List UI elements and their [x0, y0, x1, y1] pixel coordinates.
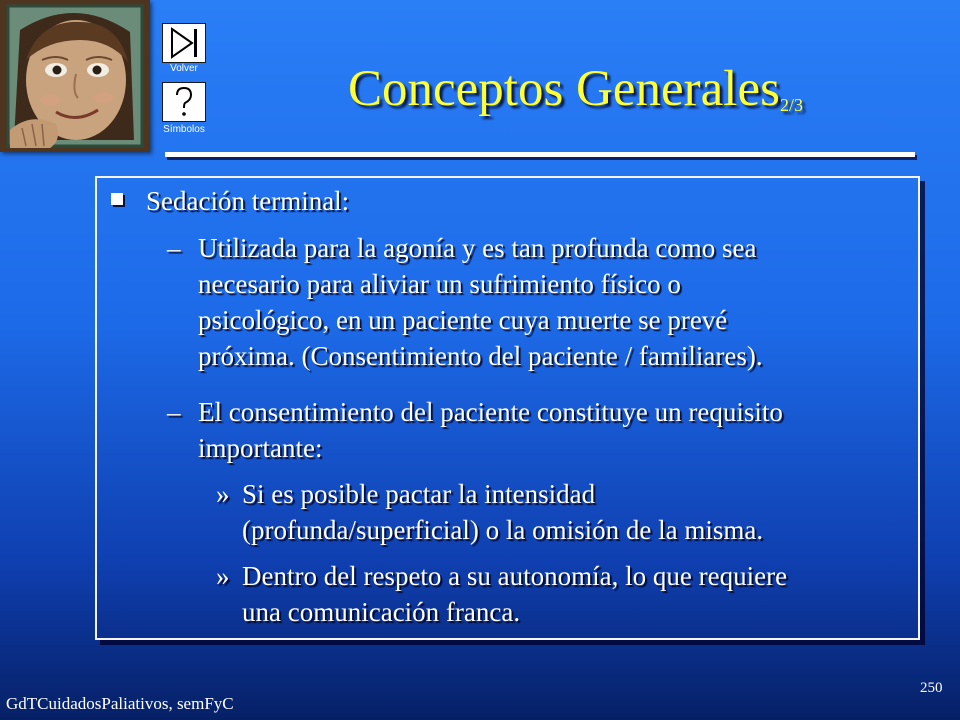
back-button[interactable] — [162, 23, 206, 63]
sub-item-line: Utilizada para la agonía y es tan profunda como sea — [198, 233, 757, 263]
sub-sub-item-marker: » — [216, 479, 230, 509]
page-title-text: Conceptos Generales — [348, 61, 780, 117]
page-title-fraction: 2/3 — [779, 95, 803, 115]
title-underline — [165, 152, 915, 157]
sub-sub-item-marker: » — [216, 561, 230, 591]
sub-item-line: necesario para aliviar un sufrimiento físico o — [198, 269, 681, 299]
page-number: 250 — [920, 680, 943, 696]
sub-item-marker: – — [167, 233, 181, 263]
page-title — [348, 60, 803, 118]
sub-sub-item-line: (profunda/superficial) o la omisión de la misma. — [242, 515, 764, 545]
sub-sub-item-line: Dentro del respeto a su autonomía, lo que requiere — [242, 561, 788, 591]
play-end-icon — [163, 24, 205, 62]
symbols-button-label: Símbolos — [163, 124, 205, 135]
footer-credit: GdTCuidadosPaliativos, semFyC — [6, 694, 234, 713]
sub-sub-item-line: Si es posible pactar la intensidad — [242, 479, 596, 509]
sub-item-line: El consentimiento del paciente constituye un requisito — [198, 397, 783, 427]
bullet-square-icon — [111, 193, 123, 205]
sub-item-marker: – — [167, 397, 181, 427]
question-mark-icon — [163, 83, 205, 121]
sub-item-line: psicológico, en un paciente cuya muerte se prevé — [198, 305, 728, 335]
sub-sub-item-line: una comunicación franca. — [242, 597, 521, 627]
symbols-button[interactable] — [162, 82, 206, 122]
sub-item-line: próxima. (Consentimiento del paciente / familiares). — [198, 341, 763, 371]
back-button-label: Volver — [170, 63, 198, 74]
portrait-illustration — [0, 0, 150, 152]
sub-item-line: importante: — [198, 433, 323, 463]
bullet-heading: Sedación terminal: — [146, 186, 350, 216]
